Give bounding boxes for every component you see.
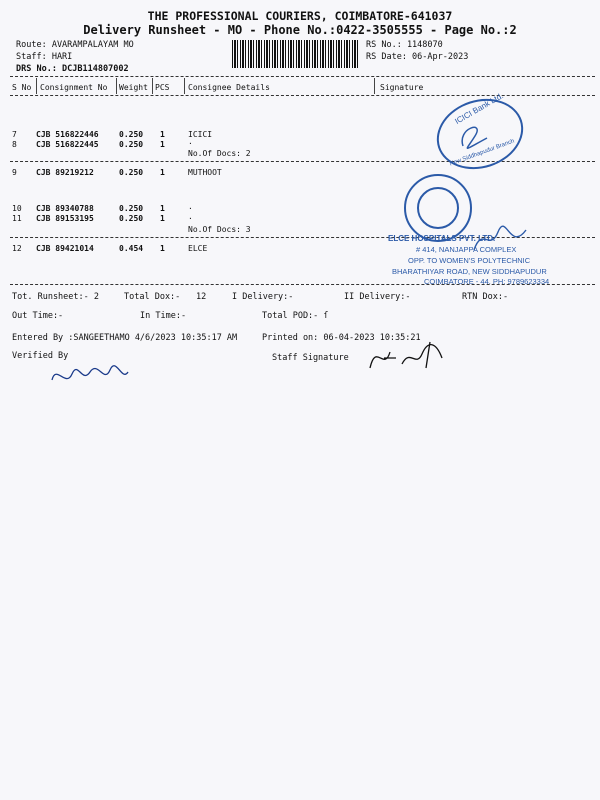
column-header-sno: S No <box>12 83 32 92</box>
row-details: ELCE <box>188 244 208 253</box>
row-sno: 7 <box>12 130 17 139</box>
column-separator <box>374 78 375 94</box>
round-office-stamp-inner <box>417 187 459 229</box>
divider <box>10 76 595 77</box>
row-details: . <box>188 212 193 221</box>
column-header-signature: Signature <box>380 83 424 92</box>
staff-label: Staff: HARI <box>16 52 73 62</box>
row-pcs: 1 <box>160 214 165 223</box>
row-pcs: 1 <box>160 244 165 253</box>
column-header-pcs: PCS <box>155 83 170 92</box>
out-time: Out Time:- <box>12 311 64 321</box>
elce-stamp-line4: BHARATHIYAR ROAD, NEW SIDDHAPUDUR <box>392 267 547 276</box>
divider <box>10 161 595 162</box>
runsheet-title: Delivery Runsheet - MO - Phone No.:0422-3505555 - Page No.:2 <box>83 23 517 37</box>
total-pod: Total POD:- ſ <box>262 311 329 321</box>
verifier-signature <box>48 360 132 390</box>
row-details: ICICI <box>188 130 213 139</box>
row-consignment: CJB 516822445 <box>36 140 99 149</box>
row-weight: 0.250 <box>119 130 144 139</box>
row-pcs: 1 <box>160 130 165 139</box>
row-pcs: 1 <box>160 140 165 149</box>
column-header-weight: Weight <box>119 83 148 92</box>
rtn-dox: RTN Dox:- <box>462 292 509 302</box>
in-time: In Time:- <box>140 311 187 321</box>
icici-stamp-text: ICICI Bank Ltd. <box>453 91 505 126</box>
row-pcs: 1 <box>160 204 165 213</box>
barcode <box>232 40 358 68</box>
i-delivery: I Delivery:- <box>232 292 294 302</box>
total-dox-value: 12 <box>196 292 207 302</box>
drs-number: DRS No.: DCJB114807002 <box>16 64 129 74</box>
row-note: No.Of Docs: 3 <box>188 225 251 234</box>
row-details: . <box>188 137 193 146</box>
row-sno: 11 <box>12 214 22 223</box>
row-details: . <box>188 202 193 211</box>
row-consignment: CJB 89219212 <box>36 168 94 177</box>
row-weight: 0.250 <box>119 140 144 149</box>
icici-branch-text: New Siddhapudur Branch <box>449 138 516 168</box>
row-consignment: CJB 89153195 <box>36 214 94 223</box>
staff-signature-label: Staff Signature <box>272 353 349 363</box>
staff-signature <box>366 338 450 374</box>
row-sno: 9 <box>12 168 17 177</box>
row-sno: 8 <box>12 140 17 149</box>
elce-signature <box>470 222 530 256</box>
row-weight: 0.250 <box>119 168 144 177</box>
column-header-consignment: Consignment No <box>40 83 108 92</box>
elce-stamp-line5: COIMBATORE - 44. PH: 9789623334 <box>424 277 550 286</box>
elce-stamp-line3: OPP. TO WOMEN'S POLYTECHNIC <box>408 256 531 265</box>
column-separator <box>152 78 153 94</box>
row-consignment: CJB 89421014 <box>36 244 94 253</box>
total-runsheet: Tot. Runsheet:- 2 <box>12 292 99 302</box>
entered-by: Entered By :SANGEETHAMO 4/6/2023 10:35:17 AM <box>12 333 238 343</box>
printed-on: Printed on: 06-04-2023 10:35:21 <box>262 333 421 343</box>
row-weight: 0.454 <box>119 244 144 253</box>
rs-number: RS No.: 1148070 <box>366 40 443 50</box>
row-details: MUTHOOT <box>188 168 222 177</box>
column-separator <box>36 78 37 94</box>
row-consignment: CJB 516822446 <box>36 130 99 139</box>
icici-signature <box>455 118 495 154</box>
row-sno: 12 <box>12 244 22 253</box>
elce-stamp-line2: # 414, NANJAPPA COMPLEX <box>416 245 517 254</box>
verified-by-label: Verified By <box>12 351 69 361</box>
row-pcs: 1 <box>160 168 165 177</box>
ii-delivery: II Delivery:- <box>344 292 411 302</box>
column-separator <box>116 78 117 94</box>
column-header-consignee: Consignee Details <box>188 83 270 92</box>
row-sno: 10 <box>12 204 22 213</box>
total-dox-label: Total Dox:- <box>124 292 181 302</box>
row-note: No.Of Docs: 2 <box>188 149 251 158</box>
company-title: THE PROFESSIONAL COURIERS, COIMBATORE-641037 <box>147 9 453 23</box>
row-weight: 0.250 <box>119 204 144 213</box>
row-consignment: CJB 89340788 <box>36 204 94 213</box>
elce-stamp-line1: ELCE HOSPITALS PVT. LTD. <box>388 234 496 243</box>
rs-date: RS Date: 06-Apr-2023 <box>366 52 469 62</box>
route-label: Route: AVARAMPALAYAM MO <box>16 40 134 50</box>
divider <box>10 95 595 96</box>
row-weight: 0.250 <box>119 214 144 223</box>
column-separator <box>184 78 185 94</box>
